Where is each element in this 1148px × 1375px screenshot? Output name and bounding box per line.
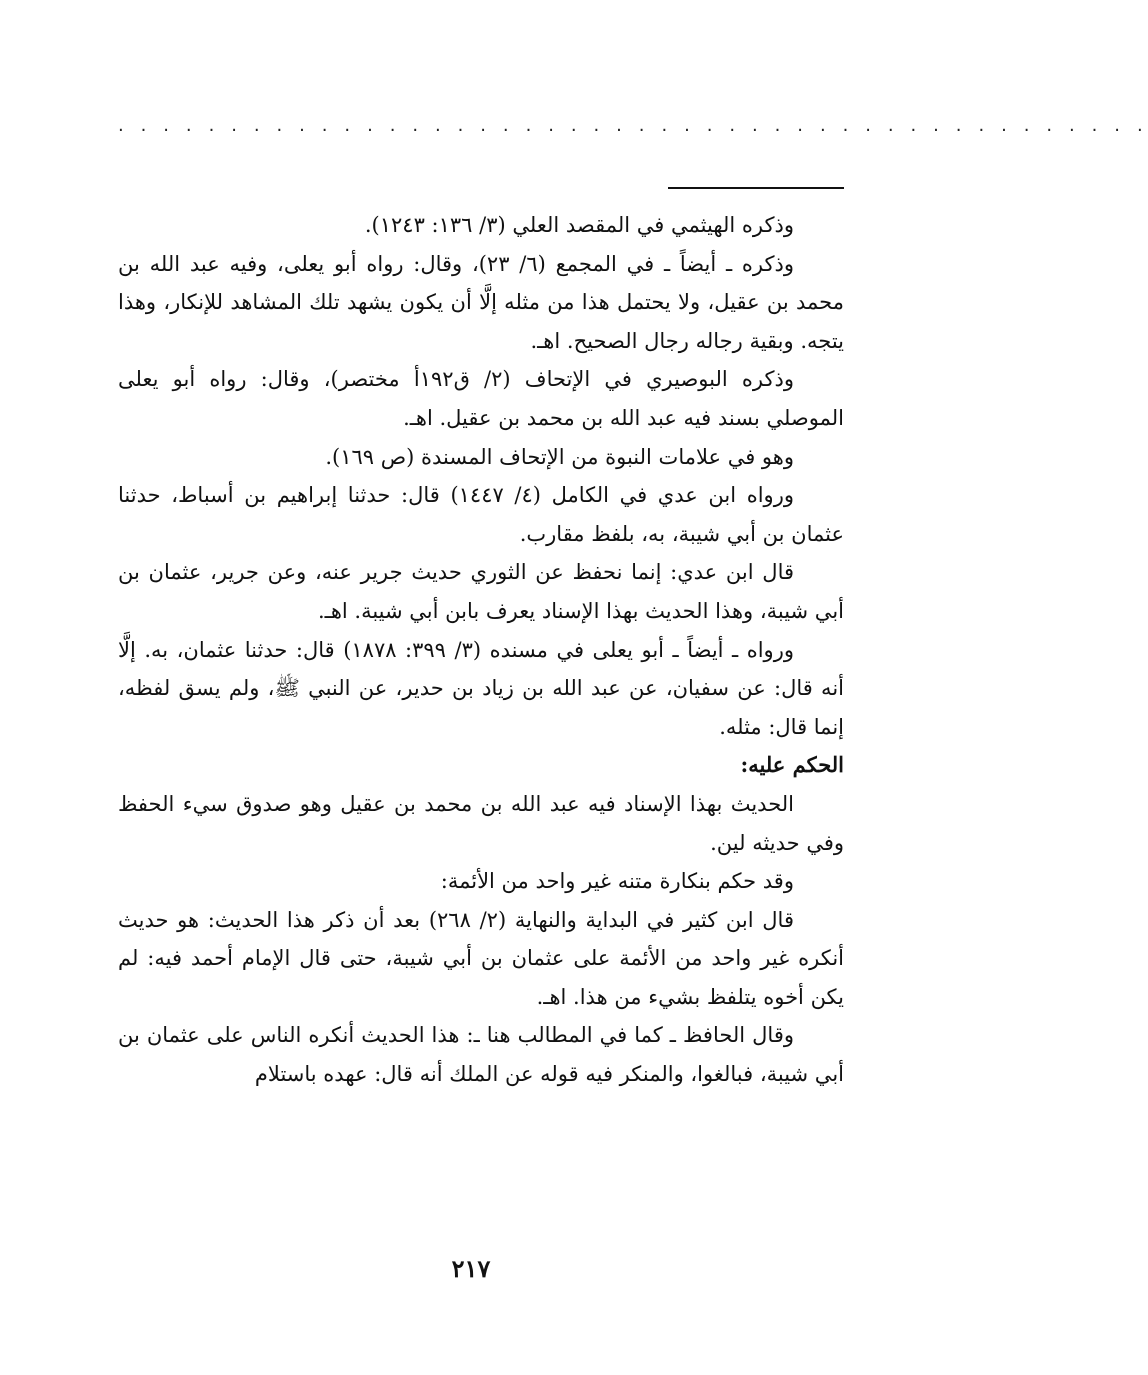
paragraph-11: وقال الحافظ ـ كما في المطالب هنا ـ: هذا الحديث أنكره الناس على عثمان بن أبي شيبة، فبالغوا، والمنكر فيه قوله عن الملك أنه قال: عهده باستلام — [118, 1023, 844, 1087]
paragraph-8: الحديث بهذا الإسناد فيه عبد الله بن محمد بن عقيل وهو صدوق سيء الحفظ وفي حديثه لين. — [118, 791, 844, 855]
footnote-rule — [668, 187, 844, 189]
paragraph-3: وذكره البوصيري في الإتحاف (٢/ ق١٩٢أ مختصر)، وقال: رواه أبو يعلى الموصلي بسند فيه عبد الله بن محمد بن عقيل. اهـ. — [118, 367, 844, 430]
page-body — [118, 206, 844, 1094]
paragraph-1: وذكره الهيثمي في المقصد العلي (٣/ ١٣٦: ١٢٤٣). — [364, 213, 794, 237]
paragraph-7: ورواه ـ أيضاً ـ أبو يعلى في مسنده (٣/ ٣٩٩: ١٨٧٨) قال: حدثنا عثمان، به. إلَّا أنه قال: عن سفيان، عن عبد الله بن زياد بن حدير، عن النبي ﷺ، ولم يسق لفظه، إنما قال: مثله. — [118, 637, 844, 739]
paragraph-9: وقد حكم بنكارة متنه غير واحد من الأئمة: — [440, 869, 794, 894]
paragraph-2: وذكره ـ أيضاً ـ في المجمع (٦/ ٢٣)، وقال: رواه أبو يعلى، وفيه عبد الله بن محمد بن عقيل، ولا يحتمل هذا من مثله إلَّا أن يكون يشهد تلك المشاهد للإنكار، وهذا يتجه. وبقية رجاله رجال الصحيح. اهـ. — [118, 251, 844, 353]
paragraph-4: وهو في علامات النبوة من الإتحاف المسندة (ص ١٦٩). — [325, 444, 794, 469]
paragraph-10: قال ابن كثير في البداية والنهاية (٢/ ٢٦٨) بعد أن ذكر هذا الحديث: هو حديث أنكره غير واحد من الأئمة على عثمان بن أبي شيبة، حتى قال الإمام أحمد فيه: لم يكن أخوه يتلفظ بشيء من هذا. اهـ. — [118, 907, 845, 1009]
separator-dots: . . . . . . . . . . . . . . . . . . . . . . . . . . . . . . . . . . . . . . . . . . . . . . — [118, 115, 1148, 136]
paragraph-5: ورواه ابن عدي في الكامل (٤/ ١٤٤٧) قال: حدثنا إبراهيم بن أسباط، حدثنا عثمان بن أبي شيبة، به، بلفظ مقارب. — [118, 483, 844, 546]
page-number: ٢١٧ — [451, 1254, 491, 1283]
section-heading: الحكم عليه: — [740, 752, 844, 778]
paragraph-6: قال ابن عدي: إنما نحفظ عن الثوري حديث جرير عنه، وعن جرير، عثمان بن أبي شيبة، وهذا الحديث بهذا الإسناد يعرف بابن أبي شيبة. اهـ. — [118, 560, 844, 623]
